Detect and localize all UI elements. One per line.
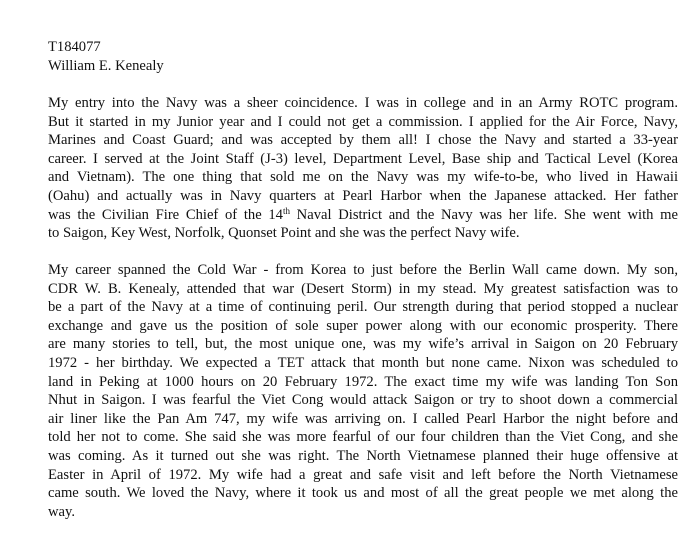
document-id: T184077 [48,39,101,55]
line-text-before: was the Civilian Fire Chief of the 14 [48,206,283,223]
author-name: William E. Kenealy [48,58,164,74]
paragraph-line: 1972 - her birthday. We expected a TET attack that month but none came. Nixon was scheduled to [48,354,678,371]
paragraph-line: told her not to come. She said she was more fearful of our four children than the Viet Cong, and she [48,429,678,446]
paragraph-line: Marines and Coast Guard; and was accepted by them all! I chose the Navy and started a 33-year [48,132,678,149]
paragraph-line: My entry into the Navy was a sheer coincidence. I was in college and in an Army ROTC program. [48,95,678,111]
paragraph-line: Easter in April of 1972. My wife had a great and safe visit and left before the North Vietnamese [48,466,678,483]
paragraph-line: are many stories to tell, but, the most unique one, was my wife’s arrival in Saigon on 20 February [48,336,678,353]
paragraph-line: Nhut in Saigon. I was fearful the Viet Cong would attack Saigon or try to shoot down a commercial [48,392,678,409]
paragraph-line: (Oahu) and actually was in Navy quarters at Pearl Harbor when the Japanese attacked. Her father [48,187,678,204]
paragraph-line: CDR W. B. Kenealy, attended that war (Desert Storm) in my stead. My greatest satisfaction was to [48,280,678,297]
paragraph-line: and Vietnam). The one thing that sold me on the Navy was my wife-to-be, who lived in Hawaii [48,169,678,186]
paragraph-line: way. [48,503,76,520]
paragraph-line: career. I served at the Joint Staff (J-3) level, Department Level, Base ship and Tactical Level (Korea [48,150,678,167]
paragraph-line: air liner like the Pan Am 747, my wife was arriving on. I called Pearl Harbor the night before and [48,410,678,427]
paragraph-line [48,206,678,225]
paragraph-2 [48,261,678,521]
paragraph-line: be a part of the Navy at a time of continuing peril. Our strength during that period stopped a nuclear [48,299,678,316]
ordinal-superscript: th [282,205,290,216]
paragraph-line: land in Peking at 1000 hours on 20 February 1972. The exact time my wife was landing Ton Son [48,373,678,390]
paragraph-line: My career spanned the Cold War - from Korea to just before the Berlin Wall came down. My son, [48,262,678,278]
paragraph-line: But it started in my Junior year and I could not get a commission. I applied for the Air Force, Navy, [48,113,678,130]
line-text-after: Naval District and the Navy was her life. She went with me [289,206,678,223]
paragraph-line: was coming. As it turned out she was right. The North Vietnamese planned their huge offensive at [48,447,678,464]
paragraph-line: exchange and gave us the position of sole super power along with our economic prosperity. There [48,317,678,334]
paragraph-line: came south. We loved the Navy, where it took us and most of all the great people we met along the [48,485,678,502]
paragraph-1 [48,94,678,243]
paragraph-line: to Saigon, Key West, Norfolk, Quonset Point and she was the perfect Navy wife. [48,225,520,242]
